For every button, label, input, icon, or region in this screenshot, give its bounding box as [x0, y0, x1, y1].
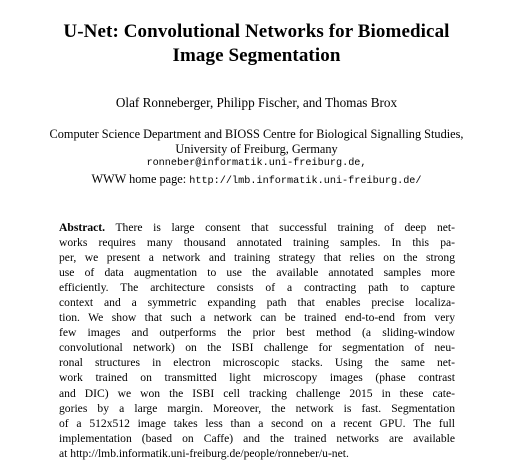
author-list: Olaf Ronneberger, Philipp Fischer, and Thomas Brox	[115, 95, 398, 110]
author-email[interactable]: ronneber@informatik.uni-freiburg.de,	[146, 158, 367, 169]
abstract-text: .	[345, 446, 349, 460]
abstract-block	[59, 220, 455, 461]
abstract-line: efficiently. The architecture consists of a contracting path to capture	[59, 281, 455, 295]
project-url-link[interactable]: http://lmb.informatik.uni-freiburg.de/people/ronneber/u-net	[70, 446, 346, 460]
abstract-line: and DIC) we won the ISBI cell tracking challenge 2015 in these cate-	[59, 386, 455, 400]
abstract-line: ronal structures in electron microscopic stacks. Using the same net-	[59, 356, 455, 370]
abstract-line: gories by a large margin. Moreover, the network is fast. Segmentation	[59, 401, 455, 415]
abstract-label: Abstract.	[59, 221, 106, 234]
abstract-line: few images and outperforms the prior best method (a sliding-window	[59, 326, 455, 340]
abstract-line: work trained on transmitted light microscopy images (phase contrast	[59, 371, 455, 385]
abstract-line: of a 512x512 image takes less than a second on a recent GPU. The full	[59, 416, 455, 430]
abstract-line: per, we present a network and training strategy that relies on the strong	[59, 251, 455, 265]
homepage-label: WWW home page:	[91, 172, 190, 186]
paper-title-line-1: U-Net: Convolutional Networks for Biomedical	[63, 21, 450, 42]
abstract-line: context and a symmetric expanding path that enables precise localiza-	[59, 296, 455, 310]
abstract-line	[59, 220, 455, 235]
affiliation-line-1: Computer Science Department and BIOSS Centre for Biological Signalling Studies,	[49, 127, 464, 141]
homepage-link[interactable]: http://lmb.informatik.uni-freiburg.de/	[189, 176, 422, 187]
abstract-line: tion. We show that such a network can be trained end-to-end from very	[59, 311, 455, 325]
abstract-text: There is large consent that successful training of deep net-	[105, 221, 455, 234]
abstract-line: works requires many thousand annotated training samples. In this pa-	[59, 236, 455, 250]
abstract-text: at	[59, 446, 71, 460]
abstract-line: implementation (based on Caffe) and the trained networks are available	[59, 431, 455, 445]
abstract-line: use of data augmentation to use the available annotated samples more	[59, 266, 455, 280]
paper-title-line-2: Image Segmentation	[172, 45, 341, 66]
abstract-line: convolutional network) on the ISBI challenge for segmentation of neu-	[59, 341, 455, 355]
abstract-line	[59, 446, 455, 461]
affiliation-line-2: University of Freiburg, Germany	[175, 142, 338, 156]
homepage-line	[0, 171, 513, 190]
